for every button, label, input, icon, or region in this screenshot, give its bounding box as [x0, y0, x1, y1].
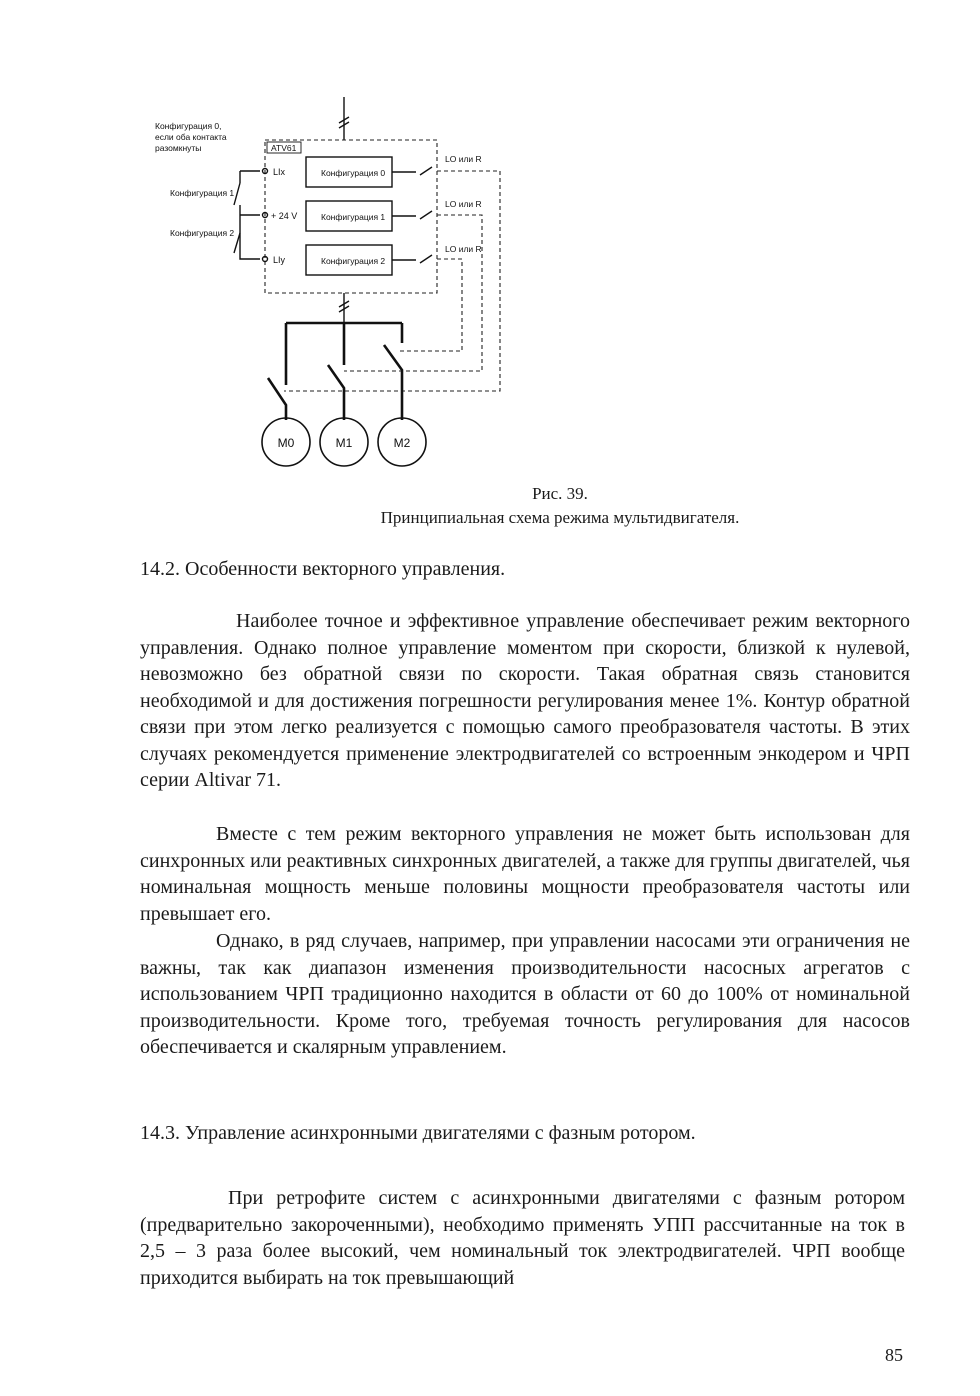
figure-caption-text: Принципиальная схема режима мультидвигателя. [380, 508, 740, 527]
terminal-label-lix: LIx [273, 167, 286, 177]
relay-label-2: LO или R [445, 244, 482, 254]
section-heading-14-2: 14.2. Особенности векторного управления. [140, 558, 506, 580]
terminal-label-24v: + 24 V [271, 211, 298, 221]
diagram-note-line-2: если оба контакта [155, 132, 227, 142]
relay-label-1: LO или R [445, 199, 482, 209]
multimotor-diagram [140, 95, 520, 475]
section-heading-14-3: 14.3. Управление асинхронными двигателями с фазным ротором. [140, 1122, 696, 1144]
paragraph-wound-rotor: При ретрофите систем с асинхронными двигателями с фазным ротором (предварительно закороченными), необходимо применять УПП рассчитанные на ток в 2,5 – 3 раза более высокий, чем номинальный ток электродвигателей. ЧРП вообще приходится выбирать на ток превышающий [140, 1187, 905, 1289]
paragraph-vector-control-3: Однако, в ряд случаев, например, при управлении насосами эти ограничения не важны, так как диапазон изменения производительности насосных агрегатов с использованием ЧРП традиционно находится в области от 60 до 100% от номинальной производительности. Кроме того, требуемая точность регулирования для насосов обеспечивается и скалярным управлением. [140, 930, 910, 1058]
motor-label-m1: M1 [335, 436, 353, 450]
motor-label-m0: M0 [277, 436, 295, 450]
page-number: 85 [885, 1345, 903, 1365]
switch-label-config-2: Конфигурация 2 [170, 228, 235, 238]
relay-outputs [392, 167, 432, 263]
paragraph-vector-control-1: Наиболее точное и эффективное управление обеспечивает режим векторного управления. Однако полное управление моментом при скорости, близкой к нулевой, невозможно без обратной связи по скорости. Такая обратная связь становится необходимой и для достижения погрешности регулирования менее 1%. Контур обратной связи при этом легко реализуется с помощью самого преобразователя частоты. В этих случаях рекомендуется применение электродвигателей со встроенным энкодером и ЧРП серии Altivar 71. [140, 610, 910, 791]
config-block-label-1: Конфигурация 1 [321, 212, 386, 222]
relay-label-0: LO или R [445, 154, 482, 164]
diagram-note-line-3: разомкнуты [155, 143, 202, 153]
drive-label: ATV61 [271, 143, 297, 153]
external-contacts [234, 171, 260, 259]
config-block-label-2: Конфигурация 2 [321, 256, 386, 266]
terminal-label-liy: LIy [273, 255, 286, 265]
config-block-label-0: Конфигурация 0 [321, 168, 386, 178]
switch-label-config-1: Конфигурация 1 [170, 188, 235, 198]
supply-line-top [339, 97, 349, 140]
figure-caption-number: Рис. 39. [532, 484, 588, 503]
paragraph-vector-control-2: Вместе с тем режим векторного управления не может быть использован для синхронных или реактивных синхронных двигателей, а также для группы двигателей, чья номинальная мощность меньше половины мощности преобразователя частоты или превышает его. [140, 823, 910, 925]
motor-contactors [268, 345, 402, 420]
diagram-note-line-1: Конфигурация 0, [155, 121, 222, 131]
motor-label-m2: M2 [393, 436, 411, 450]
